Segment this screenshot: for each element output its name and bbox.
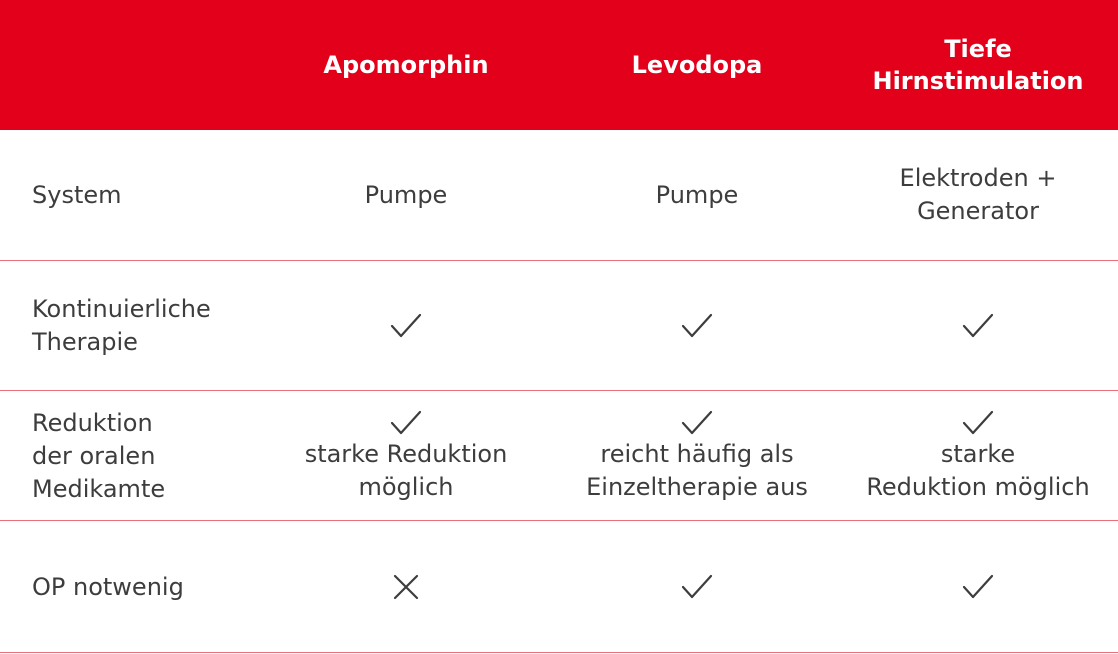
table-row-reduktion bbox=[0, 392, 1118, 521]
cell-text: Einzeltherapie aus bbox=[586, 473, 808, 501]
cell-text: Elektroden + bbox=[899, 164, 1057, 192]
table-cell bbox=[300, 522, 512, 652]
cell-text: starke Reduktion bbox=[304, 440, 508, 468]
header-levodopa bbox=[582, 0, 812, 130]
cell-text: Generator bbox=[917, 197, 1039, 225]
check-icon bbox=[961, 408, 995, 438]
row-label-line: Kontinuierliche bbox=[32, 295, 211, 323]
table-cell bbox=[300, 392, 512, 520]
table-cell bbox=[860, 130, 1096, 260]
table-header bbox=[0, 0, 1118, 130]
header-levodopa-label: Levodopa bbox=[631, 51, 763, 79]
row-label bbox=[32, 522, 292, 652]
check-icon bbox=[680, 572, 714, 602]
table-cell bbox=[582, 130, 812, 260]
cell-text: starke bbox=[940, 440, 1016, 468]
check-icon bbox=[961, 572, 995, 602]
cross-icon bbox=[389, 572, 423, 602]
check-icon bbox=[389, 408, 423, 438]
check-icon bbox=[680, 408, 714, 438]
table-cell bbox=[582, 392, 812, 520]
check-icon bbox=[680, 311, 714, 341]
table-row-op-notwenig bbox=[0, 522, 1118, 653]
header-tiefe-hirnstimulation bbox=[860, 0, 1096, 130]
cell-text: Pumpe bbox=[655, 180, 739, 209]
table-row-system bbox=[0, 130, 1118, 261]
row-label-line: Therapie bbox=[32, 328, 138, 356]
header-tiefe-label: Tiefe bbox=[944, 35, 1012, 63]
row-label-line: Reduktion bbox=[32, 408, 153, 437]
header-apomorphin bbox=[300, 0, 512, 130]
table-cell bbox=[582, 262, 812, 390]
row-label-line: Medikamte bbox=[32, 474, 166, 503]
cell-text: möglich bbox=[358, 473, 454, 501]
table-cell bbox=[582, 522, 812, 652]
header-hirnstimulation-label: Hirnstimulation bbox=[872, 67, 1084, 95]
header-apomorphin-label: Apomorphin bbox=[323, 51, 489, 79]
table-cell bbox=[300, 130, 512, 260]
row-label-line: der oralen bbox=[32, 441, 156, 470]
check-icon bbox=[389, 311, 423, 341]
row-label bbox=[32, 130, 292, 260]
table-cell bbox=[860, 522, 1096, 652]
row-label-line: System bbox=[32, 180, 122, 209]
cell-text: Pumpe bbox=[364, 180, 448, 209]
table-cell bbox=[300, 262, 512, 390]
table-row-kontinuierliche-therapie bbox=[0, 262, 1118, 391]
cell-text: reicht häufig als bbox=[600, 440, 794, 468]
table-cell bbox=[860, 262, 1096, 390]
row-label bbox=[32, 262, 292, 390]
cell-text: Reduktion möglich bbox=[866, 473, 1090, 501]
check-icon bbox=[961, 311, 995, 341]
table-cell bbox=[860, 392, 1096, 520]
row-label bbox=[32, 392, 292, 520]
row-label-line: OP notwenig bbox=[32, 572, 184, 601]
